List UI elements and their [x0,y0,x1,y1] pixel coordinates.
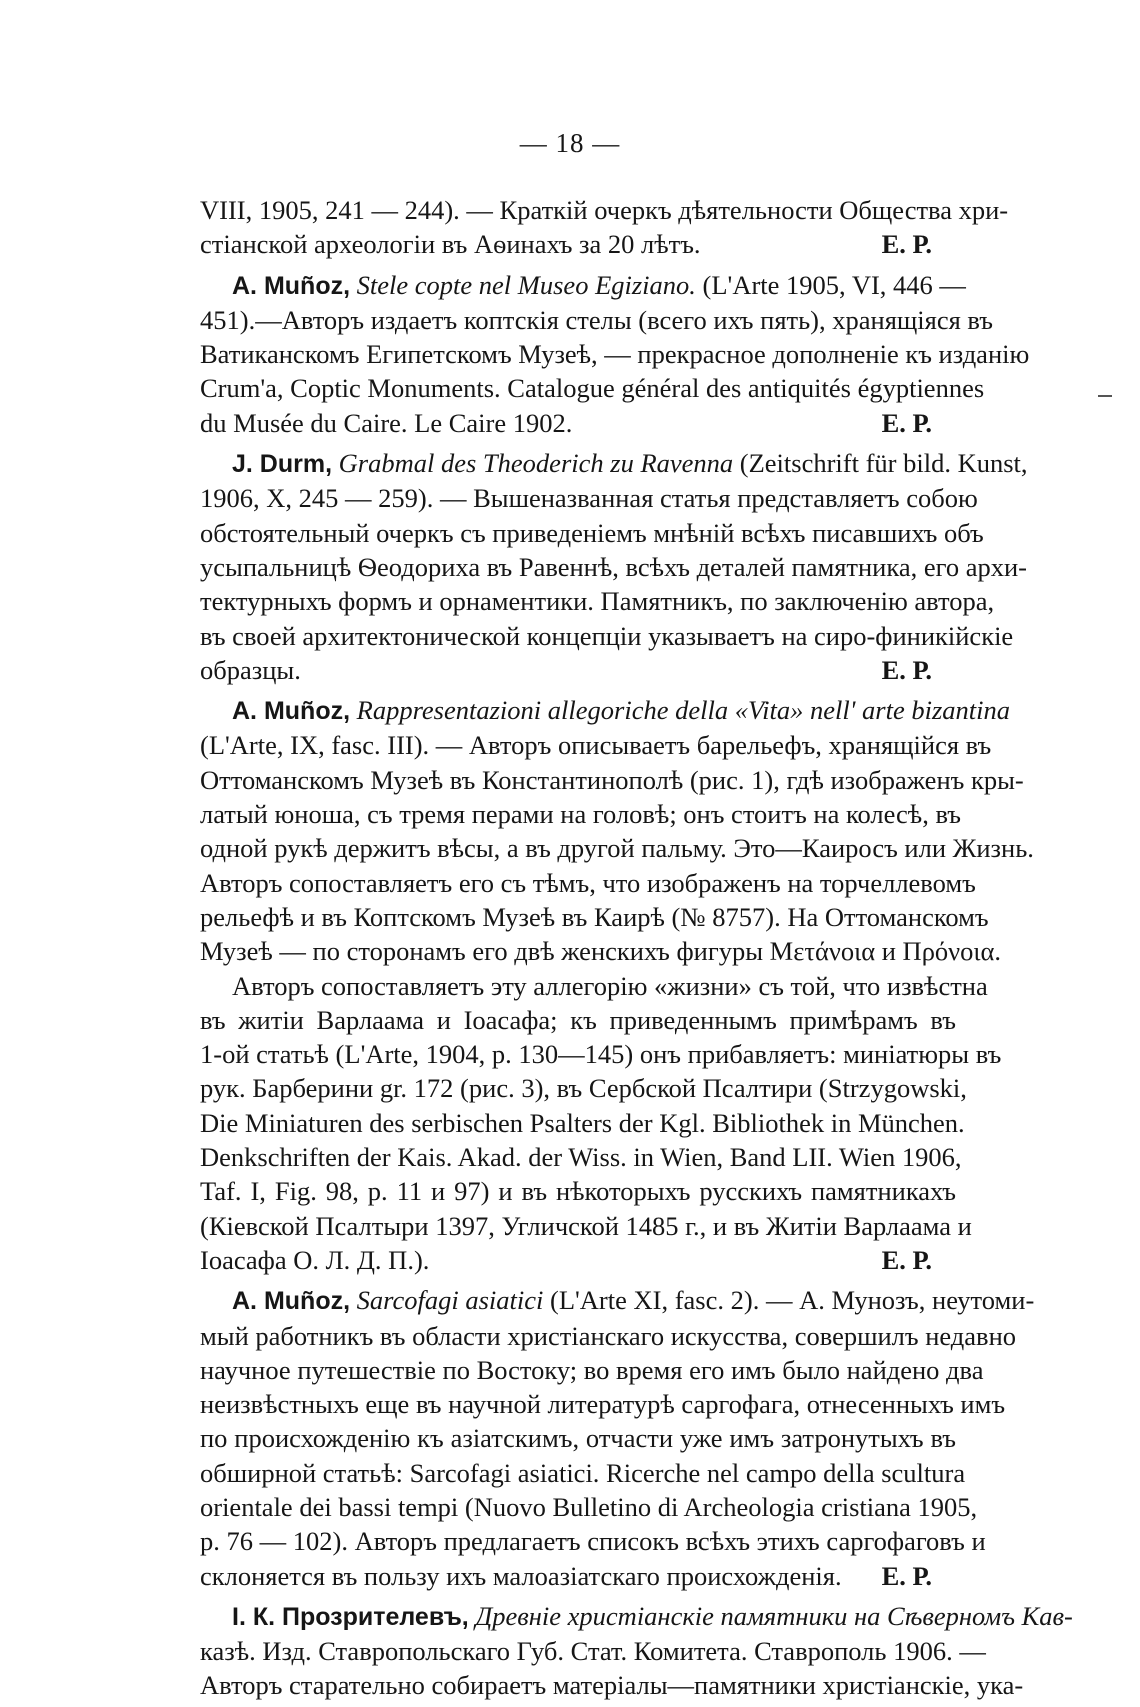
text-line: научное путешествіе по Востоку; во время его имъ было найдено два [200,1354,984,1385]
text-line: одной рукѣ держитъ вѣсы, а въ другой пальму. Это—Каиросъ или Жизнь. [200,833,1034,864]
text-line: въ житіи Варлаама и Іоасафа; къ приведеннымъ примѣрамъ въ [200,1004,956,1035]
review-entry-munoz-sarcofagi [200,1283,1035,1593]
entry-title: Rappresentazioni allegoriche della «Vita» nell' arte bizantina [356,695,1011,726]
review-entry-munoz-stele [200,268,1030,440]
text-line: склоняется въ пользу ихъ малоазіатскаго происхожденія. Е. Р. [200,1559,956,1593]
margin-mark [1098,395,1112,397]
review-entry-durm [200,446,1028,687]
entry-title: Sarcofagi asiatici [356,1285,544,1316]
review-entry-prozritelev [200,1599,1073,1703]
page-number: — 18 — [519,128,621,158]
text-line: обстоятельный очеркъ съ приведеніемъ мнѣній всѣхъ писавшихъ объ [200,517,984,548]
text-line: Іоасафа О. Л. Д. П.). Е. Р. [200,1243,956,1277]
entry-author: А. Muñoz, [232,1287,351,1316]
text-line: усыпальницѣ Ѳеодориха въ Равеннѣ, всѣхъ деталей памятника, его архи- [200,551,1027,582]
entry-heading-line: А. Muñoz, Stele copte nel Museo Egiziano. (L'Arte 1905, VI, 446 — [232,269,966,300]
text-line: 451).—Авторъ издаетъ коптскія стелы (всего ихъ пять), хранящіяся въ [200,304,993,335]
text-line: рельефѣ и въ Коптскомъ Музеѣ въ Каирѣ (№ 8757). На Оттоманскомъ [200,901,989,932]
entry-author: І. К. Прозрителевъ, [232,1602,469,1631]
text-line: образцы. Е. Р. [200,653,956,687]
text-line: Ватиканскомъ Египетскомъ Музеѣ, — прекрасное дополненіе къ изданію [200,339,1030,370]
entry-title: Древніе христіанскіе памятники на Сѣверномъ Кав- [475,1600,1073,1631]
reviewer-signature: Е. Р. [881,1560,932,1591]
entry-author: А. Muñoz, [232,271,351,300]
review-text-block [200,193,1073,1703]
text-line: тектурныхъ формъ и орнаментики. Памятникъ, по заключенію автора, [200,586,995,617]
text-line: обширной статьѣ: Sarcofagi asiatici. Ricerche nel campo della scultura [200,1457,966,1488]
text-line: Crum'a, Coptic Monuments. Catalogue général des antiquités égyptiennes [200,373,985,404]
text-line: Авторъ сопоставляетъ его съ тѣмъ, что изображенъ на торчеллевомъ [200,867,976,898]
text-line: p. 76 — 102). Авторъ предлагаетъ списокъ всѣхъ этихъ саргофаговъ и [200,1526,986,1557]
entry-author: А. Muñoz, [232,697,351,726]
text-line: VIII, 1905, 241 — 244). — Краткій очеркъ дѣятельности Общества хри- [200,195,1009,225]
review-entry-munoz-allegorie [200,693,1034,968]
text-line: казѣ. Изд. Ставропольскаго Губ. Стат. Комитета. Ставрополь 1906. — [200,1636,986,1667]
text-line: въ своей архитектонической концепціи указываетъ на сиро-финикійскіе [200,620,1014,651]
text-line: (L'Arte, IX, fasc. III). — Авторъ описываетъ барельефъ, хранящійся въ [200,730,992,761]
text-line: 1906, X, 245 — 259). — Вышеназванная статья представляетъ собою [200,483,978,514]
text-line: (Кіевской Псалтыри 1397, Угличской 1485 г., и въ Житіи Варлаама и [200,1210,972,1241]
text-line: Die Miniaturen des serbischen Psalters der Kgl. Bibliothek in München. [200,1107,965,1138]
text-line: мый работникъ въ области христіанскаго искусства, совершилъ недавно [200,1320,1017,1351]
entry-heading-line: А. Muñoz, Sarcofagi asiatici (L'Arte XI, fasc. 2). — А. Мунозъ, неутоми- [232,1285,1035,1316]
text-line: du Musée du Caire. Le Caire 1902. Е. Р. [200,406,956,440]
reviewer-signature: Е. Р. [881,654,932,685]
entry-heading-line [200,1599,1073,1634]
text-line: латый юноша, съ тремя перами на головѣ; онъ стоитъ на колесѣ, въ [200,799,961,830]
reviewer-signature: Е. Р. [881,1244,932,1275]
text-line: по происхожденію къ азіатскимъ, отчасти уже имъ затронутыхъ въ [200,1423,956,1454]
text-line: неизвѣстныхъ еще въ научной литературѣ саргофага, отнесенныхъ имъ [200,1389,1006,1420]
entry-heading-line [200,693,1011,728]
text-line: Taf. I, Fig. 98, p. 11 и 97) и въ нѣкоторыхъ русскихъ памятникахъ [200,1176,956,1207]
text-line: Denkschriften der Kais. Akad. der Wiss. in Wien, Band LII. Wien 1906, [200,1142,962,1173]
reviewer-signature: Е. Р. [881,407,932,438]
entry-heading-line: J. Durm, Grabmal des Theoderich zu Ravenna (Zeitschrift für bild. Kunst, [232,448,1028,479]
entry-author: J. Durm, [232,450,333,479]
text-line: рук. Барберини gr. 172 (рис. 3), въ Сербской Псалтири (Strzygowski, [200,1073,967,1104]
review-entry-munoz-allegorie-continued [200,969,1002,1278]
reviewer-signature: Е. Р. [881,229,932,260]
text-line: стіанской археологіи въ Аѳинахъ за 20 лѣтъ. Е. Р. [200,227,956,261]
text-line: 1-ой статьѣ (L'Arte, 1904, p. 130—145) онъ прибавляетъ: миніатюры въ [200,1039,1002,1070]
review-entry-continuation [200,193,1009,262]
entry-title: Stele copte nel Museo Egiziano. [356,269,696,300]
text-line: orientale dei bassi tempi (Nuovo Bulletino di Archeologia cristiana 1905, [200,1491,978,1522]
entry-title: Grabmal des Theoderich zu Ravenna [338,448,734,479]
text-line: Музеѣ — по сторонамъ его двѣ женскихъ фигуры Μετάνοια и Πρόνοια. [200,936,1002,967]
text-line: Авторъ сопоставляетъ эту аллегорію «жизни» съ той, что извѣстна [232,970,988,1001]
text-line: Авторъ старательно собираетъ матеріалы—памятники христіанскіе, ука- [200,1670,1024,1701]
text-line: Оттоманскомъ Музеѣ въ Константинополѣ (рис. 1), гдѣ изображенъ кры- [200,764,1024,795]
